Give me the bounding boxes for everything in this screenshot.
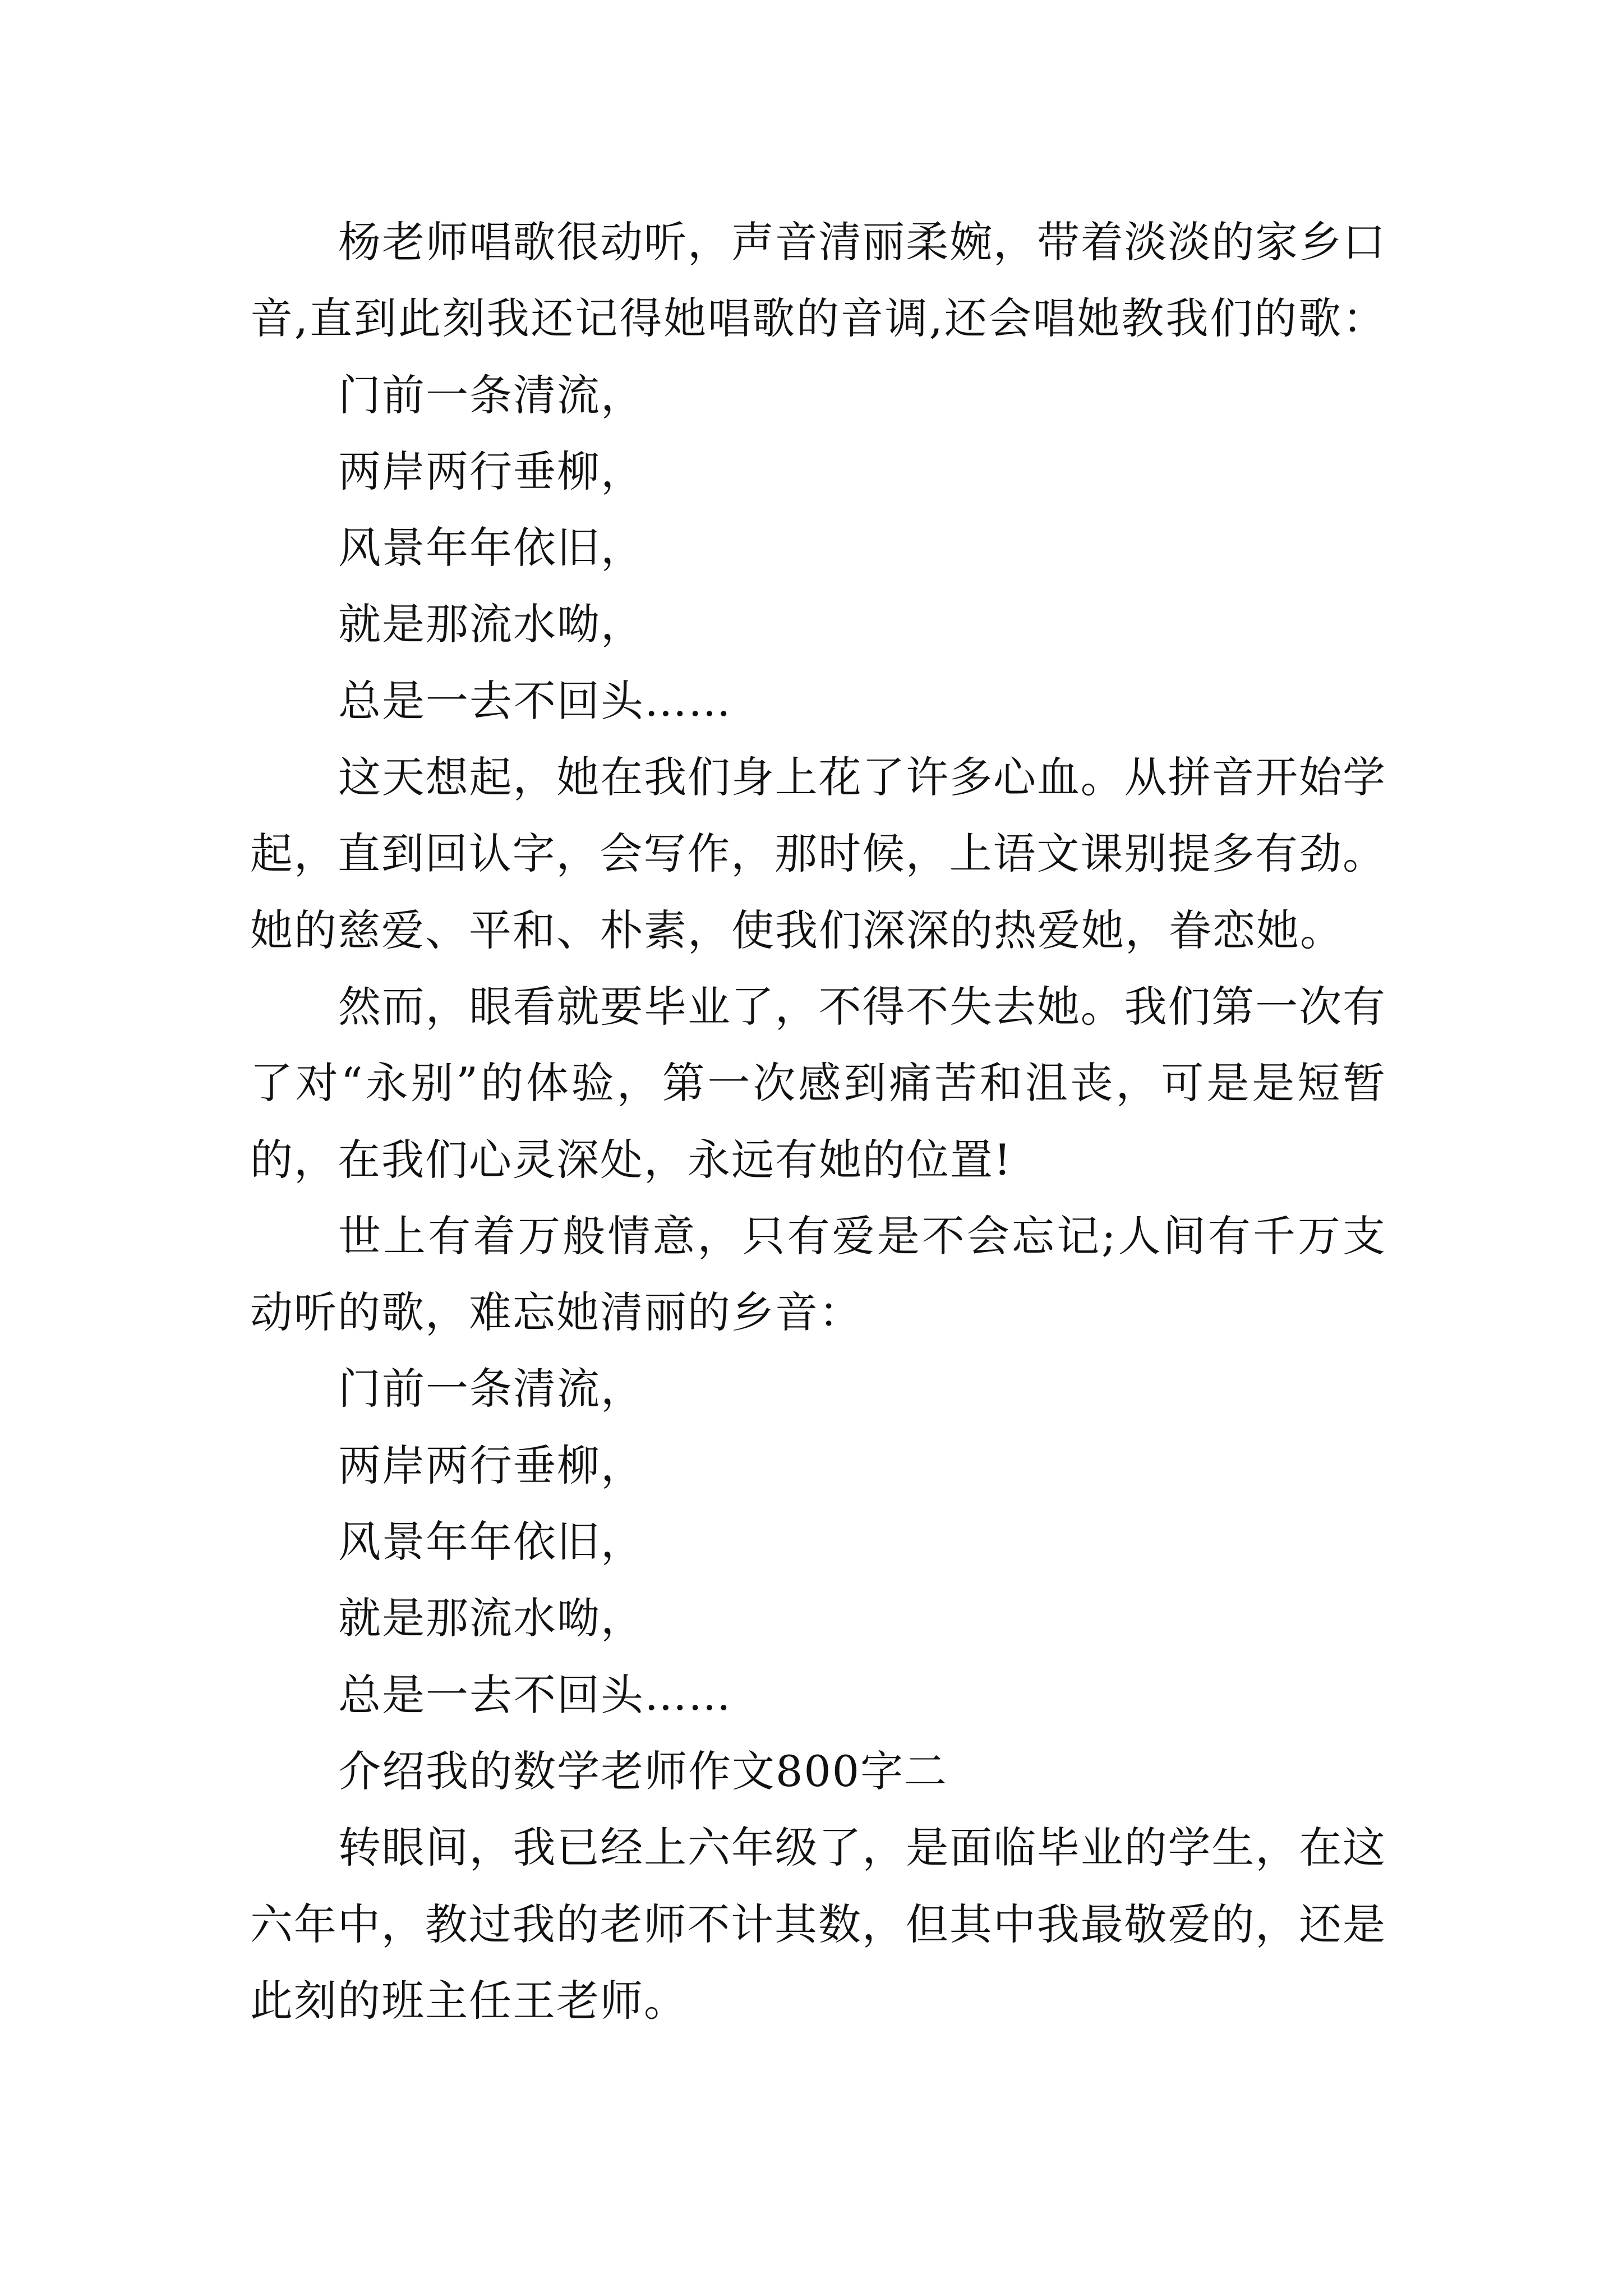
text-line: 了对“永别”的体验，第一次感到痛苦和沮丧，可是是短暂: [250, 1058, 1385, 1108]
text-line: 这天想起，她在我们身上花了许多心血。从拼音开始学: [338, 752, 1385, 803]
text-line: 然而，眼看就要毕业了，不得不失去她。我们第一次有: [338, 981, 1385, 1032]
text-line: 的，在我们心灵深处，永远有她的位置!: [250, 1134, 1012, 1185]
lyric-line: 门前一条清流，: [338, 370, 644, 420]
lyric-line: 风景年年依旧，: [338, 523, 644, 573]
body-text: [250, 204, 1385, 2039]
text-line: 六年中，教过我的老师不计其数，但其中我最敬爱的，还是: [250, 1899, 1385, 1949]
text-line: 音,直到此刻我还记得她唱歌的音调,还会唱她教我们的歌：: [250, 293, 1385, 344]
text-line: 此刻的班主任王老师。: [250, 1975, 688, 2026]
text-line: 她的慈爱、平和、朴素，使我们深深的热爱她，眷恋她。: [250, 905, 1344, 955]
lyric-line: 就是那流水呦，: [338, 599, 644, 650]
lyric-line: 总是一去不回头……: [338, 675, 732, 726]
text-line: 世上有着万般情意，只有爱是不会忘记;人间有千万支: [338, 1211, 1385, 1261]
lyric-line: 风景年年依旧，: [338, 1517, 644, 1567]
lyric-line: 门前一条清流，: [338, 1364, 644, 1414]
lyric-line: 两岸两行垂柳，: [338, 446, 644, 496]
text-line: 动听的歌，难忘她清丽的乡音：: [250, 1287, 863, 1338]
section-heading: 介绍我的数学老师作文800字二: [338, 1746, 948, 1796]
lyric-line: 总是一去不回头……: [338, 1669, 732, 1720]
lyric-line: 就是那流水呦，: [338, 1593, 644, 1644]
lyric-line: 两岸两行垂柳，: [338, 1440, 644, 1490]
text-line: 杨老师唱歌很动听，声音清丽柔婉，带着淡淡的家乡口: [338, 217, 1385, 267]
text-line: 转眼间，我已经上六年级了，是面临毕业的学生，在这: [338, 1823, 1385, 1873]
text-line: 起，直到回认字，会写作，那时候，上语文课别提多有劲。: [250, 829, 1385, 879]
